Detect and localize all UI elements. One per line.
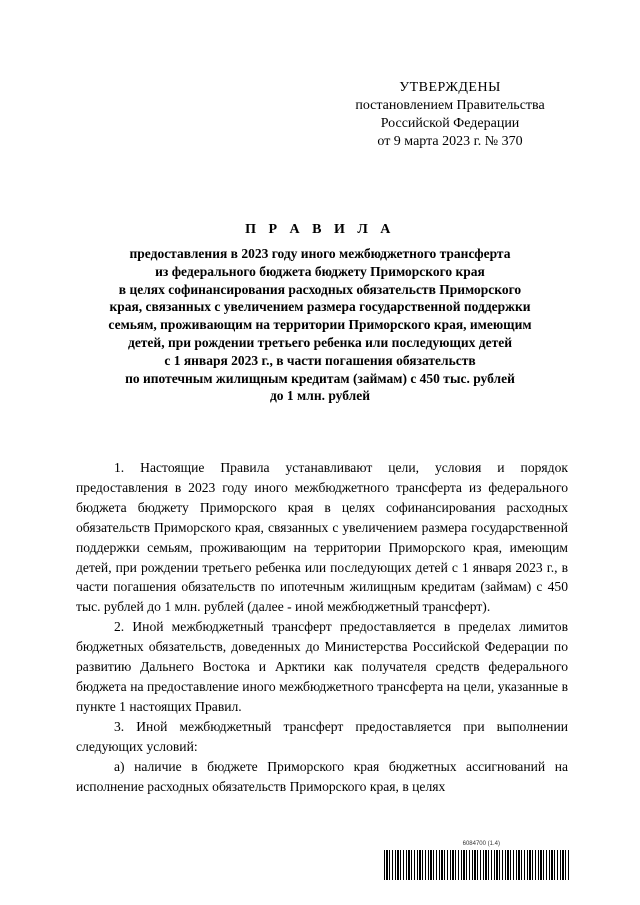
paragraph-3: 3. Иной межбюджетный трансферт предоставляется при выполнении следующих условий: <box>76 718 568 754</box>
subtitle-line: из федерального бюджета бюджету Приморского края <box>155 263 485 279</box>
approval-line-2: Российской Федерации <box>380 116 520 131</box>
barcode-icon <box>384 850 570 880</box>
approval-stamp <box>330 79 570 151</box>
subtitle-line: детей, при рождении третьего ребенка или последующих детей <box>127 334 512 350</box>
paragraph-1: 1. Настоящие Правила устанавливают цели, условия и порядок предоставления в 2023 году иного межбюджетного трансферта из федерального бюджета бюджету Приморского края в целях софинансирования расходных обязательств Приморского края, связанных с увеличением размера государственной поддержки семьям, проживающим на территории Приморского края, имеющим детей, при рождении третьего ребенка или последующих детей с 1 января 2023 г., в части погашения обязательств по ипотечным жилищным кредитам (займам) с 450 тыс. рублей до 1 млн. рублей (далее - иной межбюджетный трансферт). <box>76 460 568 615</box>
paragraph-3a: а) наличие в бюджете Приморского края бюджетных ассигнований на исполнение расходных обязательств Приморского края, в целях <box>76 758 568 794</box>
subtitle-line: предоставления в 2023 году иного межбюджетного трансферта <box>129 246 511 261</box>
barcode-label: 6084700 (1.4) <box>462 841 500 847</box>
subtitle-line: края, связанных с увеличением размера государственной поддержки <box>109 299 531 315</box>
subtitle-line: до 1 млн. рублей <box>269 388 371 404</box>
document-body <box>76 458 568 796</box>
subtitle-line: по ипотечным жилищным кредитам (займам) с 450 тыс. рублей <box>125 370 515 386</box>
subtitle-line: семьям, проживающим на территории Приморского края, имеющим <box>108 317 532 333</box>
paragraph-2: 2. Иной межбюджетный трансферт предоставляется в пределах лимитов бюджетных обязательств, доведенных до Министерства Российской Федерации по развитию Дальнего Востока и Арктики как получателя средств федерального бюджета на предоставление иного межбюджетного трансферта на цели, указанные в пункте 1 настоящих Правил. <box>76 619 568 714</box>
document-barcode <box>384 841 570 885</box>
document-title: П Р А В И Л А <box>245 222 395 237</box>
approval-heading: УТВЕРЖДЕНЫ <box>399 80 501 95</box>
approval-line-1: постановлением Правительства <box>355 98 545 113</box>
subtitle-line: с 1 января 2023 г., в части погашения обязательств <box>164 352 476 368</box>
approval-line-3: от 9 марта 2023 г. № 370 <box>377 134 523 149</box>
subtitle-line: в целях софинансирования расходных обязательств Приморского <box>118 281 522 297</box>
document-subtitle <box>70 245 570 405</box>
